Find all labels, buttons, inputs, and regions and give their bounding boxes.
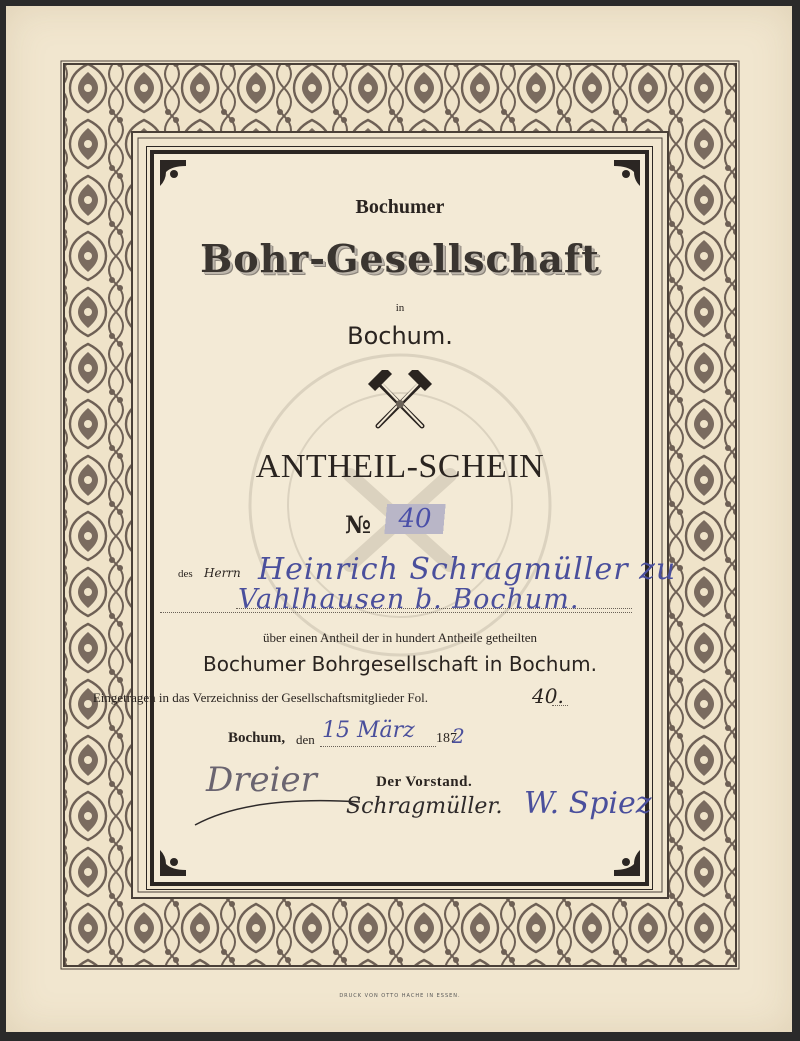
signature-flourish: [190, 790, 370, 830]
folio-value: 40.: [532, 684, 564, 708]
issue-place: Bochum,: [228, 730, 286, 746]
register-text: Eingetragen in das Verzeichniss der Gesellschaftsmitglieder Fol.: [92, 690, 428, 705]
corner-ornament-bottom-right: [612, 848, 642, 878]
date-line: [320, 746, 436, 747]
holder-prefix: des: [178, 568, 193, 580]
date-prefix: den: [296, 732, 315, 747]
certificate-heading: ANTHEIL-SCHEIN: [255, 448, 545, 485]
printer-imprint: DRUCK VON OTTO HACHE IN ESSEN.: [339, 993, 461, 999]
share-description: über einen Antheil der in hundert Antheile getheilten: [262, 630, 537, 645]
certificate-number: [345, 504, 432, 539]
corner-ornament-top-left: [158, 158, 188, 188]
company-name: Bohr-Gesellschaft: [200, 236, 600, 281]
number-value: 40: [383, 504, 447, 534]
holder-name-handwritten: Heinrich Schragmüller zu: [258, 552, 677, 587]
year-printed: 187: [436, 731, 457, 746]
signature-schragmueller: Schragmüller.: [346, 794, 503, 819]
company-prefix: Bochumer: [355, 196, 445, 218]
city-name: Bochum.: [347, 322, 453, 350]
year-handwritten: 2: [452, 724, 465, 748]
company-full-name: Bochumer Bohrgesellschaft in Bochum.: [203, 652, 597, 676]
signature-dreier: Dreier: [206, 760, 317, 800]
holder-title: Herrn: [204, 566, 241, 580]
number-sign: №: [345, 510, 372, 539]
corner-ornament-bottom-left: [158, 848, 188, 878]
signature-third: W. Spiez: [524, 786, 652, 821]
date-handwritten: 15 März: [322, 718, 415, 743]
holder-place-handwritten: Vahlhausen b. Bochum.: [238, 584, 580, 615]
crossed-hammers-icon: [366, 370, 434, 432]
folio-line: [552, 705, 568, 706]
in-word: in: [395, 302, 405, 314]
board-label: Der Vorstand.: [376, 774, 473, 790]
corner-ornament-top-right: [612, 158, 642, 188]
